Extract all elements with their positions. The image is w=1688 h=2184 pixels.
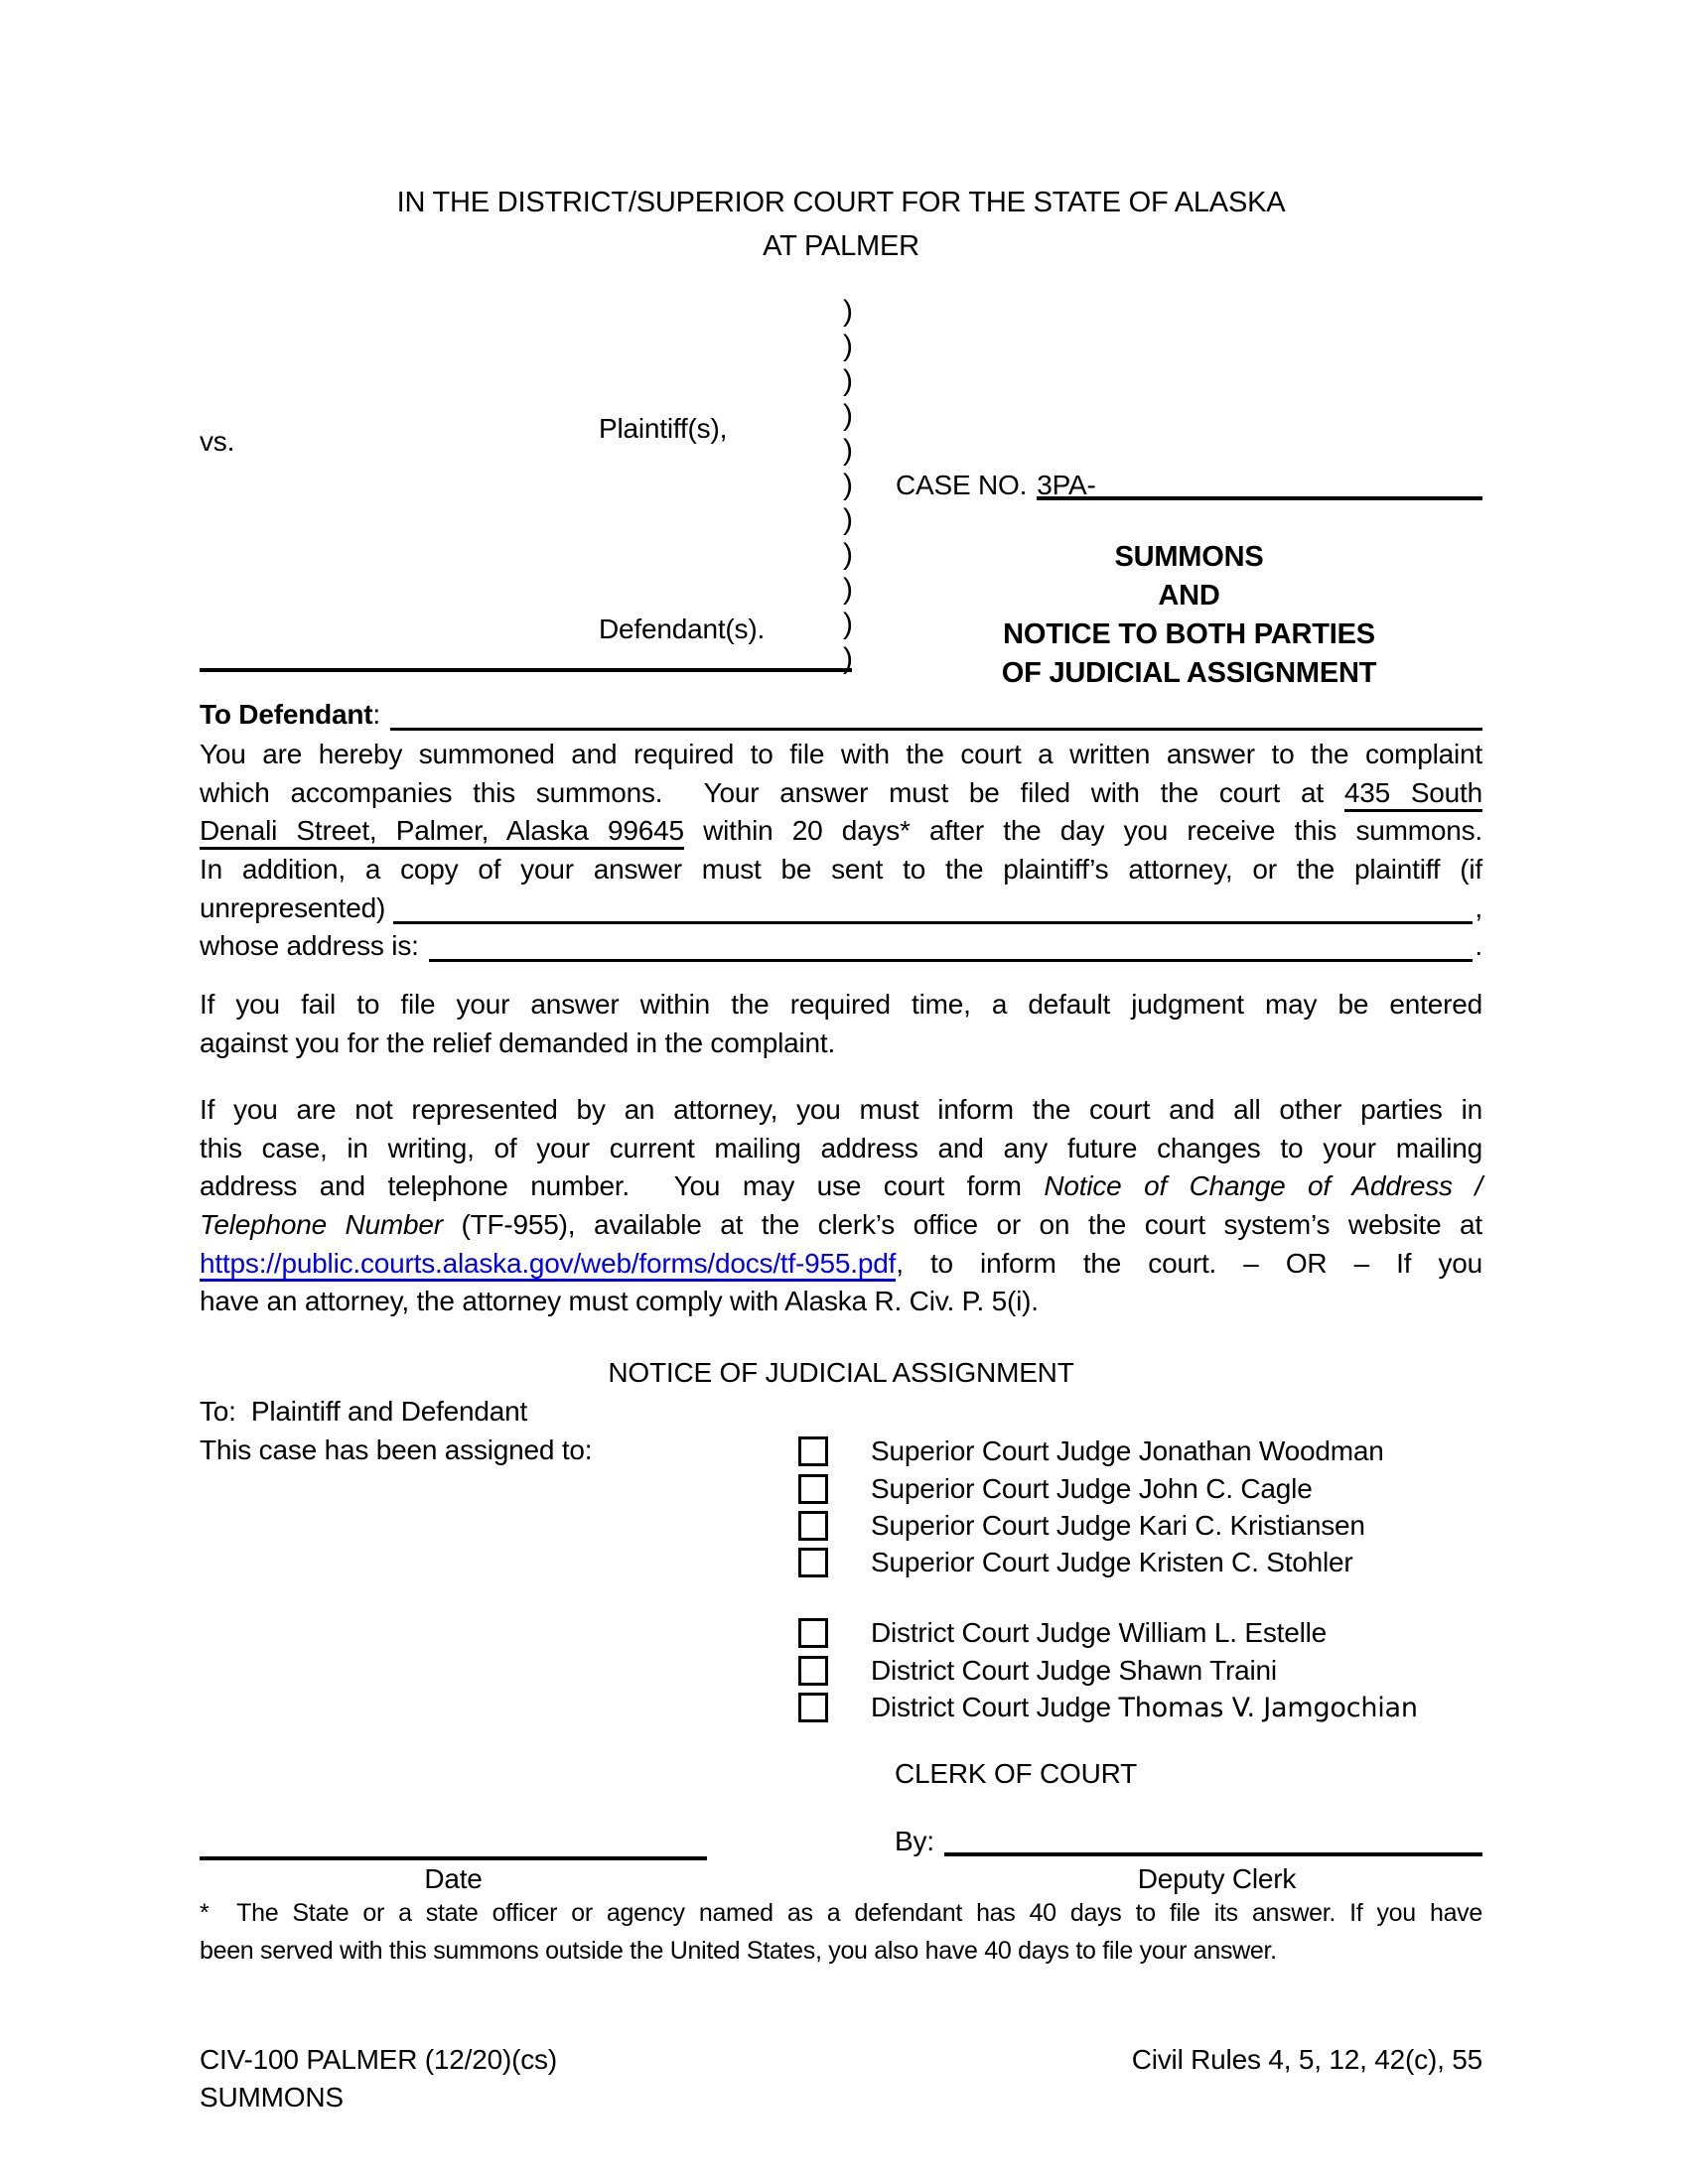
to-defendant-label: To Defendant: [200, 699, 373, 730]
judge-label: District Court Judge William L. Estelle: [871, 1617, 1327, 1648]
attorney-name-blank[interactable]: [393, 888, 1473, 924]
document-title-line: SUMMONS: [1114, 541, 1264, 573]
court-address-underlined: 435 South: [1344, 777, 1482, 812]
civil-rules-reference: Civil Rules 4, 5, 12, 42(c), 55: [1131, 2044, 1482, 2075]
to-parties-line: To: Plaintiff and Defendant: [200, 1396, 528, 1427]
summons-text-segment: within 20 days* after the day you receive this summons.: [683, 815, 1482, 846]
attorney-address-blank[interactable]: [429, 926, 1474, 962]
case-number-blank[interactable]: [1037, 466, 1482, 500]
case-number-label: CASE NO.: [896, 470, 1028, 500]
plaintiff-label: Plaintiff(s),: [599, 413, 728, 444]
caption-divider: [843, 294, 853, 676]
paren-glyph: ): [843, 399, 853, 432]
judge-checkbox-stohler[interactable]: [798, 1548, 828, 1577]
form-name-italic: Telephone Number: [200, 1209, 443, 1240]
by-label: By:: [895, 1826, 934, 1856]
court-location: AT PALMER: [763, 230, 919, 262]
paren-glyph: ): [843, 608, 853, 640]
summons-text-line: [200, 1244, 1482, 1283]
footnote-line: been served with this summons outside the United States, you also have 40 days to file your answer.: [200, 1937, 1277, 1965]
defendant-name-blank[interactable]: [200, 668, 852, 672]
to-defendant-colon: :: [372, 699, 380, 730]
judge-label: District Court Judge Shawn Traini: [871, 1655, 1277, 1686]
paren-glyph: ): [843, 364, 853, 397]
judge-checkbox-woodman[interactable]: [798, 1436, 828, 1466]
document-title-line: NOTICE TO BOTH PARTIES: [1003, 618, 1375, 650]
document-title-line: AND: [1158, 580, 1220, 612]
summons-text-segment: .: [1475, 930, 1482, 961]
to-defendant-blank[interactable]: [390, 695, 1482, 731]
court-title: IN THE DISTRICT/SUPERIOR COURT FOR THE STATE OF ALASKA: [396, 187, 1286, 218]
judge-checkbox-jamgochian[interactable]: [798, 1693, 828, 1722]
assigned-to-line: This case has been assigned to:: [200, 1434, 593, 1465]
judge-label: Superior Court Judge John C. Cagle: [871, 1473, 1313, 1504]
summons-text-line: If you are not represented by an attorney, you must inform the court and all other parties in: [200, 1094, 1482, 1125]
summons-text-line: If you fail to file your answer within the required time, a default judgment may be entered: [200, 989, 1482, 1020]
judge-checkbox-cagle[interactable]: [798, 1474, 828, 1504]
summons-text-segment: ,: [1475, 892, 1482, 923]
defendant-label: Defendant(s).: [599, 614, 766, 644]
judge-label: [871, 1688, 1418, 1727]
summons-text-line: [200, 1166, 1482, 1205]
court-address-underlined: Denali Street, Palmer, Alaska 99645: [200, 815, 684, 850]
assignment-heading: NOTICE OF JUDICIAL ASSIGNMENT: [608, 1357, 1074, 1388]
form-name: SUMMONS: [200, 2082, 344, 2113]
date-label: Date: [424, 1863, 483, 1894]
judge-checkbox-estelle[interactable]: [798, 1618, 828, 1648]
paren-glyph: ): [843, 434, 853, 467]
summons-text-line: [200, 1205, 1482, 1244]
court-header: [200, 181, 1482, 268]
summons-text-segment: whose address is:: [200, 930, 419, 961]
summons-text-line: this case, in writing, of your current mailing address and any future changes to your mailing: [200, 1133, 1482, 1163]
summons-text-segment: unrepresented): [200, 892, 386, 923]
summons-text-segment: which accompanies this summons. Your answer must be filed with the court at: [200, 777, 1344, 808]
deputy-clerk-label: Deputy Clerk: [1137, 1863, 1297, 1894]
judge-label-name: Thomas V. Jamgochian: [1118, 1693, 1418, 1723]
summons-text-line: against you for the relief demanded in the complaint.: [200, 1027, 836, 1058]
paren-glyph: ): [843, 503, 853, 536]
paren-glyph: ): [843, 330, 853, 362]
judge-label: Superior Court Judge Kristen C. Stohler: [871, 1547, 1353, 1577]
vs-label: vs.: [200, 426, 235, 457]
paren-glyph: ): [843, 573, 853, 606]
summons-text-line: [200, 773, 1482, 812]
form-name-italic: Notice of Change of Address /: [1044, 1170, 1482, 1201]
summons-text-line: You are hereby summoned and required to file with the court a written answer to the complaint: [200, 739, 1482, 769]
summons-text-segment: address and telephone number. You may use court form: [200, 1170, 1045, 1201]
judge-label: Superior Court Judge Jonathan Woodman: [871, 1435, 1384, 1466]
case-number-prefix: 3PA-: [1037, 470, 1096, 500]
paren-glyph: ): [843, 295, 853, 328]
footnote-line: * The State or a state officer or agency named as a defendant has 40 days to file its answer. If you have: [200, 1899, 1482, 1927]
paren-glyph: ): [843, 642, 853, 675]
court-website-link[interactable]: https://public.courts.alaska.gov/web/forms/docs/tf-955.pdf: [200, 1248, 896, 1282]
summons-text-segment: (TF-955), available at the clerk’s office or on the court system’s website at: [442, 1209, 1482, 1240]
judge-label: Superior Court Judge Kari C. Kristiansen: [871, 1510, 1365, 1541]
judge-checkbox-kristiansen[interactable]: [798, 1511, 828, 1541]
summons-text-line: In addition, a copy of your answer must be sent to the plaintiff’s attorney, or the plaintiff (if: [200, 854, 1482, 885]
paren-glyph: ): [843, 538, 853, 571]
document-title: [896, 538, 1482, 693]
judge-label-prefix: District Court Judge: [871, 1692, 1119, 1722]
document-title-line: OF JUDICIAL ASSIGNMENT: [1001, 657, 1377, 689]
deputy-clerk-signature-blank[interactable]: [944, 1822, 1482, 1856]
paren-glyph: ): [843, 469, 853, 501]
summons-text-line: [200, 811, 1482, 850]
judge-checkbox-traini[interactable]: [798, 1656, 828, 1686]
form-number: CIV-100 PALMER (12/20)(cs): [200, 2044, 557, 2075]
clerk-of-court-label: CLERK OF COURT: [895, 1758, 1138, 1789]
summons-text-segment: , to inform the court. – OR – If you: [896, 1248, 1482, 1279]
summons-text-line: have an attorney, the attorney must comply with Alaska R. Civ. P. 5(i).: [200, 1286, 1039, 1316]
